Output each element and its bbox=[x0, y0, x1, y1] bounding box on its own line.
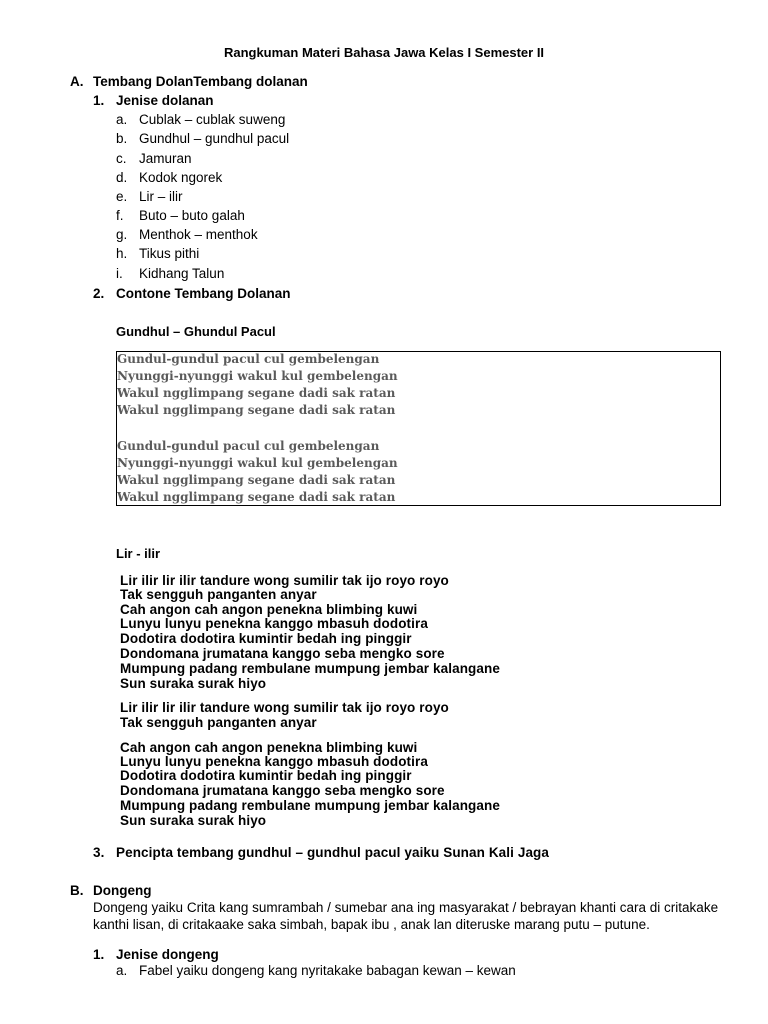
list-item-marker: g. bbox=[116, 227, 128, 242]
lyric-line: Mumpung padang rembulane mumpung jembar kalangane bbox=[120, 798, 500, 813]
subsection-b1-marker: 1. bbox=[93, 947, 105, 962]
subsection-b1-heading: Jenise dongeng bbox=[116, 947, 219, 962]
subsection-3-marker: 3. bbox=[93, 845, 105, 860]
lyric-line: Lir ilir lir ilir tandure wong sumilir tak ijo royo royo bbox=[120, 573, 449, 588]
list-item: Buto – buto galah bbox=[139, 208, 245, 223]
list-item-marker: d. bbox=[116, 170, 128, 185]
poem-title-lir-ilir: Lir - ilir bbox=[116, 546, 161, 561]
lyric-line: Wakul ngglimpang segane dadi sak ratan bbox=[117, 473, 396, 487]
list-item-marker: e. bbox=[116, 189, 128, 204]
list-item: Menthok – menthok bbox=[139, 227, 258, 242]
lyric-line: Lunyu lunyu penekna kanggo mbasuh dodotira bbox=[120, 616, 428, 631]
lyric-line: Dondomana jrumatana kanggo seba mengko sore bbox=[120, 783, 445, 798]
section-b-heading: Dongeng bbox=[93, 883, 152, 898]
lyric-line: Tak sengguh panganten anyar bbox=[120, 587, 317, 602]
lyric-line: Wakul ngglimpang segane dadi sak ratan bbox=[117, 403, 396, 417]
list-item: Cublak – cublak suweng bbox=[139, 112, 286, 127]
poem-title-gundhul: Gundhul – Ghundul Pacul bbox=[116, 324, 276, 339]
page-title: Rangkuman Materi Bahasa Jawa Kelas I Semester II bbox=[223, 45, 545, 60]
lyric-line: Dodotira dodotira kumintir bedah ing pinggir bbox=[120, 768, 412, 783]
list-item: Kidhang Talun bbox=[139, 266, 225, 281]
lyric-line: Lir ilir lir ilir tandure wong sumilir tak ijo royo royo bbox=[120, 700, 449, 715]
lyric-line: Wakul ngglimpang segane dadi sak ratan bbox=[117, 386, 396, 400]
list-item-marker: b. bbox=[116, 131, 128, 146]
list-item: Fabel yaiku dongeng kang nyritakake babagan kewan – kewan bbox=[139, 963, 516, 978]
subsection-1-heading: Jenise dolanan bbox=[116, 93, 214, 108]
lyric-line: Mumpung padang rembulane mumpung jembar kalangane bbox=[120, 661, 500, 676]
lyric-line: Gundul-gundul pacul cul gembelengan bbox=[117, 352, 380, 366]
list-item-marker: f. bbox=[116, 208, 124, 223]
lyrics-box-gundhul bbox=[116, 351, 721, 506]
subsection-2-marker: 2. bbox=[93, 286, 105, 301]
list-item-marker: c. bbox=[116, 151, 127, 166]
lyric-line: Tak sengguh panganten anyar bbox=[120, 715, 317, 730]
lyric-line: Dodotira dodotira kumintir bedah ing pinggir bbox=[120, 631, 412, 646]
list-item: Jamuran bbox=[139, 151, 192, 166]
dongeng-paragraph-line-2: kanthi lisan, di critakaake saka simbah, bapak ibu , anak lan diteruske marang putu – putune. bbox=[93, 917, 650, 932]
lyric-line: Lunyu lunyu penekna kanggo mbasuh dodotira bbox=[120, 754, 428, 769]
lyric-line: Gundul-gundul pacul cul gembelengan bbox=[117, 439, 380, 453]
lyric-line: Cah angon cah angon penekna blimbing kuwi bbox=[120, 740, 418, 755]
lyric-line: Nyunggi-nyunggi wakul kul gembelengan bbox=[117, 456, 398, 470]
dongeng-paragraph-line-1: Dongeng yaiku Crita kang sumrambah / sumebar ana ing masyarakat / bebrayan khanti cara di critakake bbox=[93, 900, 719, 915]
list-item: Tikus pithi bbox=[139, 246, 200, 261]
list-item-marker: a. bbox=[116, 963, 128, 978]
lyric-line: Wakul ngglimpang segane dadi sak ratan bbox=[117, 490, 396, 504]
section-a-heading: Tembang DolanTembang dolanan bbox=[93, 74, 308, 89]
list-item-marker: h. bbox=[116, 246, 128, 261]
lyric-line: Dondomana jrumatana kanggo seba mengko sore bbox=[120, 646, 445, 661]
subsection-3-heading: Pencipta tembang gundhul – gundhul pacul yaiku Sunan Kali Jaga bbox=[116, 845, 550, 860]
list-item-marker: a. bbox=[116, 112, 128, 127]
list-item: Kodok ngorek bbox=[139, 170, 223, 185]
section-b-marker: B. bbox=[70, 883, 84, 898]
section-a-marker: A. bbox=[70, 74, 84, 89]
lyric-line: Nyunggi-nyunggi wakul kul gembelengan bbox=[117, 369, 398, 383]
lyric-line: Sun suraka surak hiyo bbox=[120, 813, 267, 828]
list-item: Lir – ilir bbox=[139, 189, 183, 204]
list-item: Gundhul – gundhul pacul bbox=[139, 131, 290, 146]
subsection-1-marker: 1. bbox=[93, 93, 105, 108]
subsection-2-heading: Contone Tembang Dolanan bbox=[116, 286, 291, 301]
lyric-line: Cah angon cah angon penekna blimbing kuwi bbox=[120, 602, 418, 617]
list-item-marker: i. bbox=[116, 266, 123, 281]
lyric-line: Sun suraka surak hiyo bbox=[120, 676, 267, 691]
